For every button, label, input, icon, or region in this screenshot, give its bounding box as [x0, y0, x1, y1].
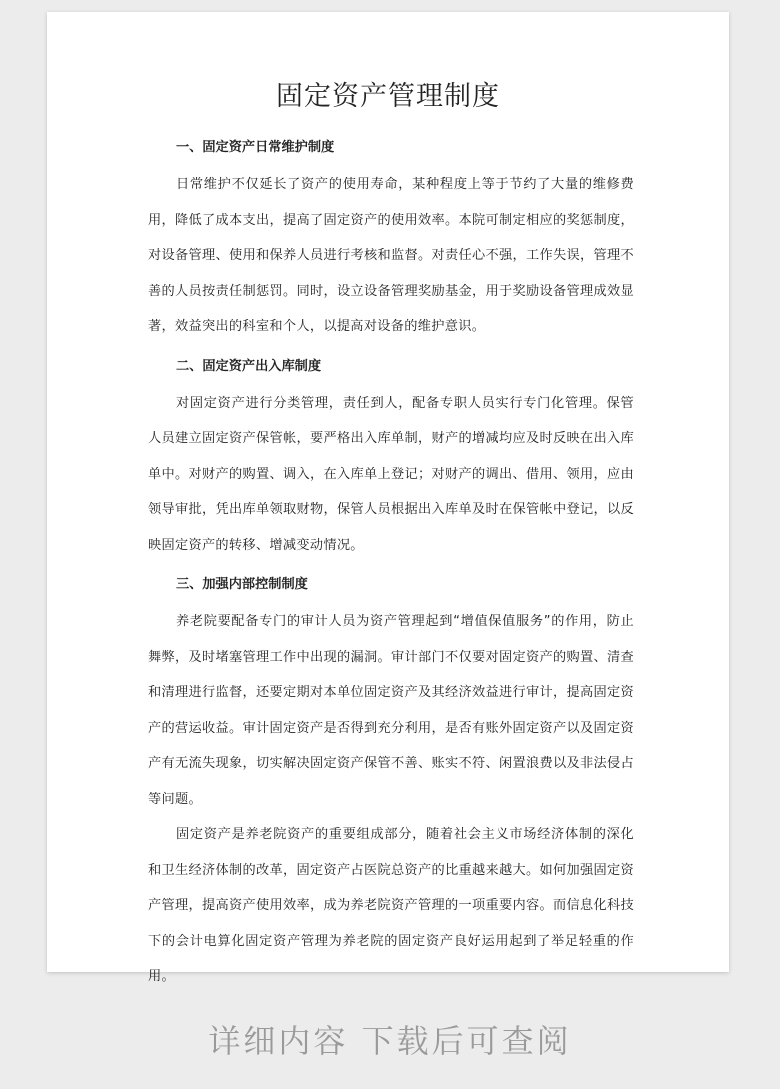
paragraph: 日常维护不仅延长了资产的使用寿命，某种程度上等于节约了大量的维修费用，降低了成本支出，提高了固定资产的使用效率。本院可制定相应的奖惩制度，对设备管理、使用和保养人员进行考核和监督。对责任心不强，工作失误，管理不善的人员按责任制惩罚。同时，设立设备管理奖励基金，用于奖励设备管理成效显著，效益突出的科室和个人，以提高对设备的维护意识。 — [148, 177, 634, 334]
section-heading-3: 三、加强内部控制制度 — [176, 577, 308, 592]
document-title: 固定资产管理制度 — [276, 81, 500, 112]
download-prompt: 详细内容 下载后可查阅 — [208, 1022, 572, 1060]
section-heading-1: 一、固定资产日常维护制度 — [176, 140, 335, 155]
paragraph: 养老院要配备专门的审计人员为资产管理起到“增值保值服务”的作用，防止舞弊，及时堵塞管理工作中出现的漏洞。审计部门不仅要对固定资产的购置、清查和清理进行监督，还要定期对本单位固定资产及其经济效益进行审计，提高固定资产的营运收益。审计固定资产是否得到充分利用，是否有账外固定资产以及固定资产有无流失现象，切实解决固定资产保管不善、账实不符、闲置浪费以及非法侵占等问题。 — [148, 614, 634, 807]
document-page — [47, 12, 729, 984]
paragraph: 对固定资产进行分类管理，责任到人，配备专职人员实行专门化管理。保管人员建立固定资产保管帐，要严格出入库单制，财产的增减均应及时反映在出入库单中。对财产的购置、调入，在入库单上登记；对财产的调出、借用、领用，应由领导审批，凭出库单领取财物，保管人员根据出入库单及时在保管帐中登记，以反映固定资产的转移、增减变动情况。 — [148, 395, 634, 553]
section-heading-2: 二、固定资产出入库制度 — [176, 358, 322, 374]
paragraph: 固定资产是养老院资产的重要组成部分，随着社会主义市场经济体制的深化和卫生经济体制的改革，固定资产占医院总资产的比重越来越大。如何加强固定资产管理，提高资产使用效率，成为养老院资产管理的一项重要内容。而信息化科技下的会计电算化固定资产管理为养老院的固定资产良好运用起到了举足轻重的作用。 — [148, 827, 634, 984]
document-body — [148, 130, 634, 995]
